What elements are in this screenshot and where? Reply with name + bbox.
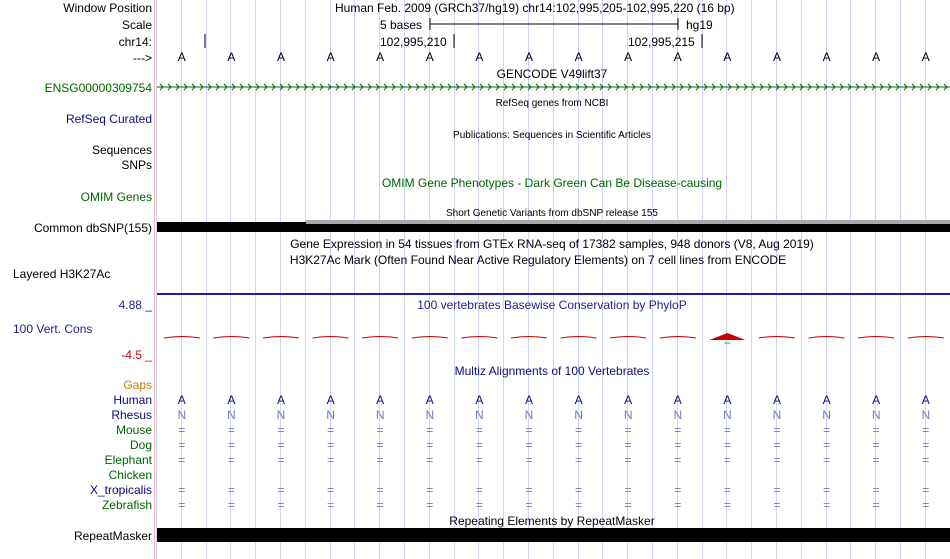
- phylop-score-mark: [412, 337, 448, 339]
- alignment-base: =: [277, 483, 285, 497]
- phylop-score-mark: [561, 337, 597, 339]
- alignment-base: =: [525, 498, 533, 512]
- alignment-base: =: [575, 423, 583, 437]
- species-label-human[interactable]: Human: [113, 393, 152, 407]
- alignment-base: =: [624, 483, 632, 497]
- alignment-base: =: [426, 498, 434, 512]
- alignment-base: =: [823, 498, 831, 512]
- alignment-base: A: [326, 393, 335, 407]
- scale-text: 5 bases: [380, 18, 423, 32]
- gencode-gene-line[interactable]: [157, 84, 950, 90]
- dbsnp-track-title: Short Genetic Variants from dbSNP release 155: [446, 208, 658, 219]
- alignment-base: =: [922, 483, 930, 497]
- alignment-base: =: [773, 453, 781, 467]
- phylop-score-mark: [362, 337, 398, 339]
- refseq-track-label[interactable]: RefSeq Curated: [65, 112, 152, 126]
- phylop-score-mark: [660, 337, 696, 339]
- alignment-base: =: [227, 453, 235, 467]
- base-letter: A: [425, 50, 434, 64]
- alignment-base: A: [872, 393, 881, 407]
- phylop-min-label: -4.5 _: [121, 348, 152, 362]
- phylop-peak: [709, 333, 745, 340]
- base-letter: A: [326, 50, 335, 64]
- alignment-base: =: [723, 483, 731, 497]
- base-letter: A: [227, 50, 236, 64]
- tick-label-1: 102,995,210: [380, 35, 447, 49]
- alignment-base: =: [624, 423, 632, 437]
- alignment-base: A: [723, 393, 732, 407]
- alignment-base: =: [525, 438, 533, 452]
- publications-track-title: Publications: Sequences in Scientific Articles: [453, 130, 651, 141]
- alignment-base: =: [773, 423, 781, 437]
- alignment-base: =: [327, 483, 335, 497]
- repeatmasker-element-bar[interactable]: [157, 528, 950, 542]
- alignment-base: N: [425, 408, 435, 422]
- alignment-base: =: [723, 498, 731, 512]
- alignment-base: =: [327, 453, 335, 467]
- phylop-score-mark: [213, 337, 249, 339]
- alignment-base: N: [475, 408, 484, 422]
- alignment-base: N: [673, 408, 683, 422]
- base-letter: A: [574, 50, 583, 64]
- phylop-score-mark: [511, 337, 547, 339]
- gencode-gene-label[interactable]: ENSG00000309754: [44, 81, 152, 95]
- alignment-base: N: [623, 408, 633, 422]
- base-letter: A: [822, 50, 831, 64]
- alignment-base: A: [574, 393, 583, 407]
- alignment-base: N: [574, 408, 583, 422]
- alignment-base: N: [276, 408, 286, 422]
- alignment-base: =: [178, 483, 186, 497]
- alignment-base: =: [475, 483, 483, 497]
- alignment-base: =: [773, 498, 781, 512]
- label-window-position: Window Position: [63, 1, 152, 15]
- species-label-chicken[interactable]: Chicken: [108, 468, 152, 482]
- alignment-base: =: [277, 453, 285, 467]
- alignment-base: =: [872, 498, 880, 512]
- base-letter: A: [872, 50, 881, 64]
- base-letter: A: [524, 50, 533, 64]
- alignment-base: =: [327, 423, 335, 437]
- alignment-base: A: [921, 393, 930, 407]
- alignment-base: =: [674, 483, 682, 497]
- position-text: Human Feb. 2009 (GRCh37/hg19) chr14:102,995,205-102,995,220 (16 bp): [335, 1, 735, 15]
- base-letter: A: [921, 50, 930, 64]
- phylop-score-mark: [858, 337, 894, 339]
- refseq-track-title: RefSeq genes from NCBI: [495, 98, 609, 109]
- phylop-score-mark: [759, 337, 795, 339]
- species-label-rhesus[interactable]: Rhesus: [111, 408, 152, 422]
- alignment-base: A: [475, 393, 484, 407]
- alignment-base: A: [524, 393, 533, 407]
- alignment-base: =: [525, 483, 533, 497]
- alignment-base: =: [327, 438, 335, 452]
- repeatmasker-track-title: Repeating Elements by RepeatMasker: [449, 514, 655, 528]
- alignment-base: N: [772, 408, 782, 422]
- h3k27ac-track-title: H3K27Ac Mark (Often Found Near Active Regulatory Elements) on 7 cell lines from ENCODE: [289, 253, 787, 267]
- base-letter: A: [376, 50, 385, 64]
- alignment-base: =: [178, 438, 186, 452]
- phylop-track-title: 100 vertebrates Basewise Conservation by PhyloP: [417, 298, 687, 312]
- alignment-base: A: [624, 393, 633, 407]
- gtex-track-title: Gene Expression in 54 tissues from GTEx RNA-seq of 17382 samples, 948 donors (V8, Aug 2019): [290, 237, 814, 251]
- repeatmasker-track-label[interactable]: RepeatMasker: [73, 529, 152, 543]
- alignment-base: N: [524, 408, 534, 422]
- multiz-track-title: Multiz Alignments of 100 Vertebrates: [454, 364, 650, 378]
- base-letter: A: [723, 50, 732, 64]
- gencode-track-title: GENCODE V49lift37: [496, 67, 608, 81]
- alignment-base: =: [178, 453, 186, 467]
- alignment-base: =: [624, 453, 632, 467]
- alignment-base: =: [674, 438, 682, 452]
- alignment-base: =: [922, 498, 930, 512]
- alignment-base: =: [723, 438, 731, 452]
- alignment-base: A: [772, 393, 781, 407]
- alignment-base: =: [674, 453, 682, 467]
- alignment-base: =: [922, 438, 930, 452]
- alignment-base: =: [426, 423, 434, 437]
- alignment-base: =: [773, 438, 781, 452]
- phylop-score-mark: [263, 337, 299, 339]
- base-letter: A: [624, 50, 633, 64]
- tick-label-2: 102,995,215: [628, 35, 695, 49]
- phylop-score-mark: [461, 337, 497, 339]
- base-letter: A: [475, 50, 484, 64]
- alignment-base: =: [872, 453, 880, 467]
- alignment-base: =: [426, 453, 434, 467]
- phylop-score-mark: [164, 337, 200, 339]
- phylop-conservation-graph[interactable]: [164, 333, 944, 343]
- alignment-base: =: [823, 438, 831, 452]
- alignment-base: =: [178, 423, 186, 437]
- alignment-base: =: [823, 483, 831, 497]
- alignment-base: A: [276, 393, 285, 407]
- alignment-base: =: [575, 453, 583, 467]
- species-label-x_tropicalis[interactable]: X_tropicalis: [89, 483, 152, 497]
- alignment-base: A: [177, 393, 186, 407]
- alignment-base: =: [624, 438, 632, 452]
- publications-label-snps[interactable]: SNPs: [121, 158, 152, 172]
- alignment-base: N: [375, 408, 385, 422]
- phylop-score-mark: [908, 337, 944, 339]
- alignment-base: =: [426, 438, 434, 452]
- alignment-base: =: [227, 498, 235, 512]
- phylop-score-mark: [610, 337, 646, 339]
- species-label-zebrafish[interactable]: Zebrafish: [101, 498, 152, 512]
- alignment-base: =: [376, 423, 384, 437]
- alignment-base: =: [227, 423, 235, 437]
- alignment-base: A: [822, 393, 831, 407]
- alignment-base: =: [475, 453, 483, 467]
- publications-label-sequences[interactable]: Sequences: [91, 143, 152, 157]
- alignment-base: =: [277, 423, 285, 437]
- species-label-mouse[interactable]: Mouse: [115, 423, 152, 437]
- alignment-base: =: [575, 483, 583, 497]
- scale-ruler: [205, 18, 702, 48]
- alignment-base: =: [277, 438, 285, 452]
- alignment-base: =: [823, 423, 831, 437]
- base-letter: A: [276, 50, 285, 64]
- alignment-base: =: [525, 423, 533, 437]
- alignment-base: =: [426, 483, 434, 497]
- alignment-base: =: [723, 453, 731, 467]
- alignment-base: =: [525, 453, 533, 467]
- alignment-base: =: [475, 423, 483, 437]
- label-scale: Scale: [121, 18, 152, 32]
- alignment-base: =: [227, 438, 235, 452]
- alignment-base: =: [178, 498, 186, 512]
- omim-track-label[interactable]: OMIM Genes: [80, 190, 152, 204]
- omim-track-title: OMIM Gene Phenotypes - Dark Green Can Be Disease-causing: [381, 176, 723, 190]
- alignment-base: =: [872, 438, 880, 452]
- alignment-base: N: [227, 408, 236, 422]
- alignment-base: =: [922, 423, 930, 437]
- alignment-base: =: [674, 423, 682, 437]
- phylop-max-label: 4.88 _: [118, 298, 152, 312]
- alignment-base: A: [376, 393, 385, 407]
- alignment-base: =: [624, 498, 632, 512]
- alignment-base: A: [227, 393, 236, 407]
- alignment-base: N: [921, 408, 931, 422]
- phylop-score-mark: [809, 337, 845, 339]
- phylop-score-mark: [313, 337, 349, 339]
- alignment-base: =: [227, 483, 235, 497]
- alignment-base: N: [723, 408, 732, 422]
- phylop-track-label[interactable]: 100 Vert. Cons: [13, 322, 93, 336]
- label-chrom: chr14:: [118, 35, 152, 49]
- dbsnp-track-label[interactable]: Common dbSNP(155): [33, 221, 152, 235]
- alignment-base: =: [475, 498, 483, 512]
- species-label-dog[interactable]: Dog: [129, 438, 152, 452]
- alignment-base: =: [376, 453, 384, 467]
- alignment-base: N: [326, 408, 335, 422]
- alignment-base: =: [872, 423, 880, 437]
- label-strand: --->: [133, 51, 152, 65]
- base-letter: A: [673, 50, 682, 64]
- alignment-base: =: [575, 498, 583, 512]
- h3k27ac-track-label[interactable]: Layered H3K27Ac: [13, 267, 111, 281]
- alignment-base: =: [575, 438, 583, 452]
- alignment-base: =: [872, 483, 880, 497]
- alignment-base: A: [673, 393, 682, 407]
- alignment-base: =: [277, 498, 285, 512]
- alignment-base: N: [871, 408, 881, 422]
- alignment-base: =: [823, 453, 831, 467]
- alignment-base: =: [376, 498, 384, 512]
- alignment-base: A: [425, 393, 434, 407]
- alignment-base: =: [327, 498, 335, 512]
- alignment-base: =: [376, 438, 384, 452]
- alignment-base: =: [674, 498, 682, 512]
- alignment-base: N: [177, 408, 187, 422]
- alignment-base: =: [723, 423, 731, 437]
- alignment-base: =: [773, 483, 781, 497]
- base-letter: A: [772, 50, 781, 64]
- alignment-base: N: [822, 408, 831, 422]
- alignment-base: =: [475, 438, 483, 452]
- base-letter: A: [177, 50, 186, 64]
- alignment-base: =: [922, 453, 930, 467]
- species-label-elephant[interactable]: Elephant: [104, 453, 152, 467]
- assembly-text: hg19: [686, 18, 713, 32]
- alignment-base: =: [376, 483, 384, 497]
- multiz-gaps-label: Gaps: [123, 378, 152, 392]
